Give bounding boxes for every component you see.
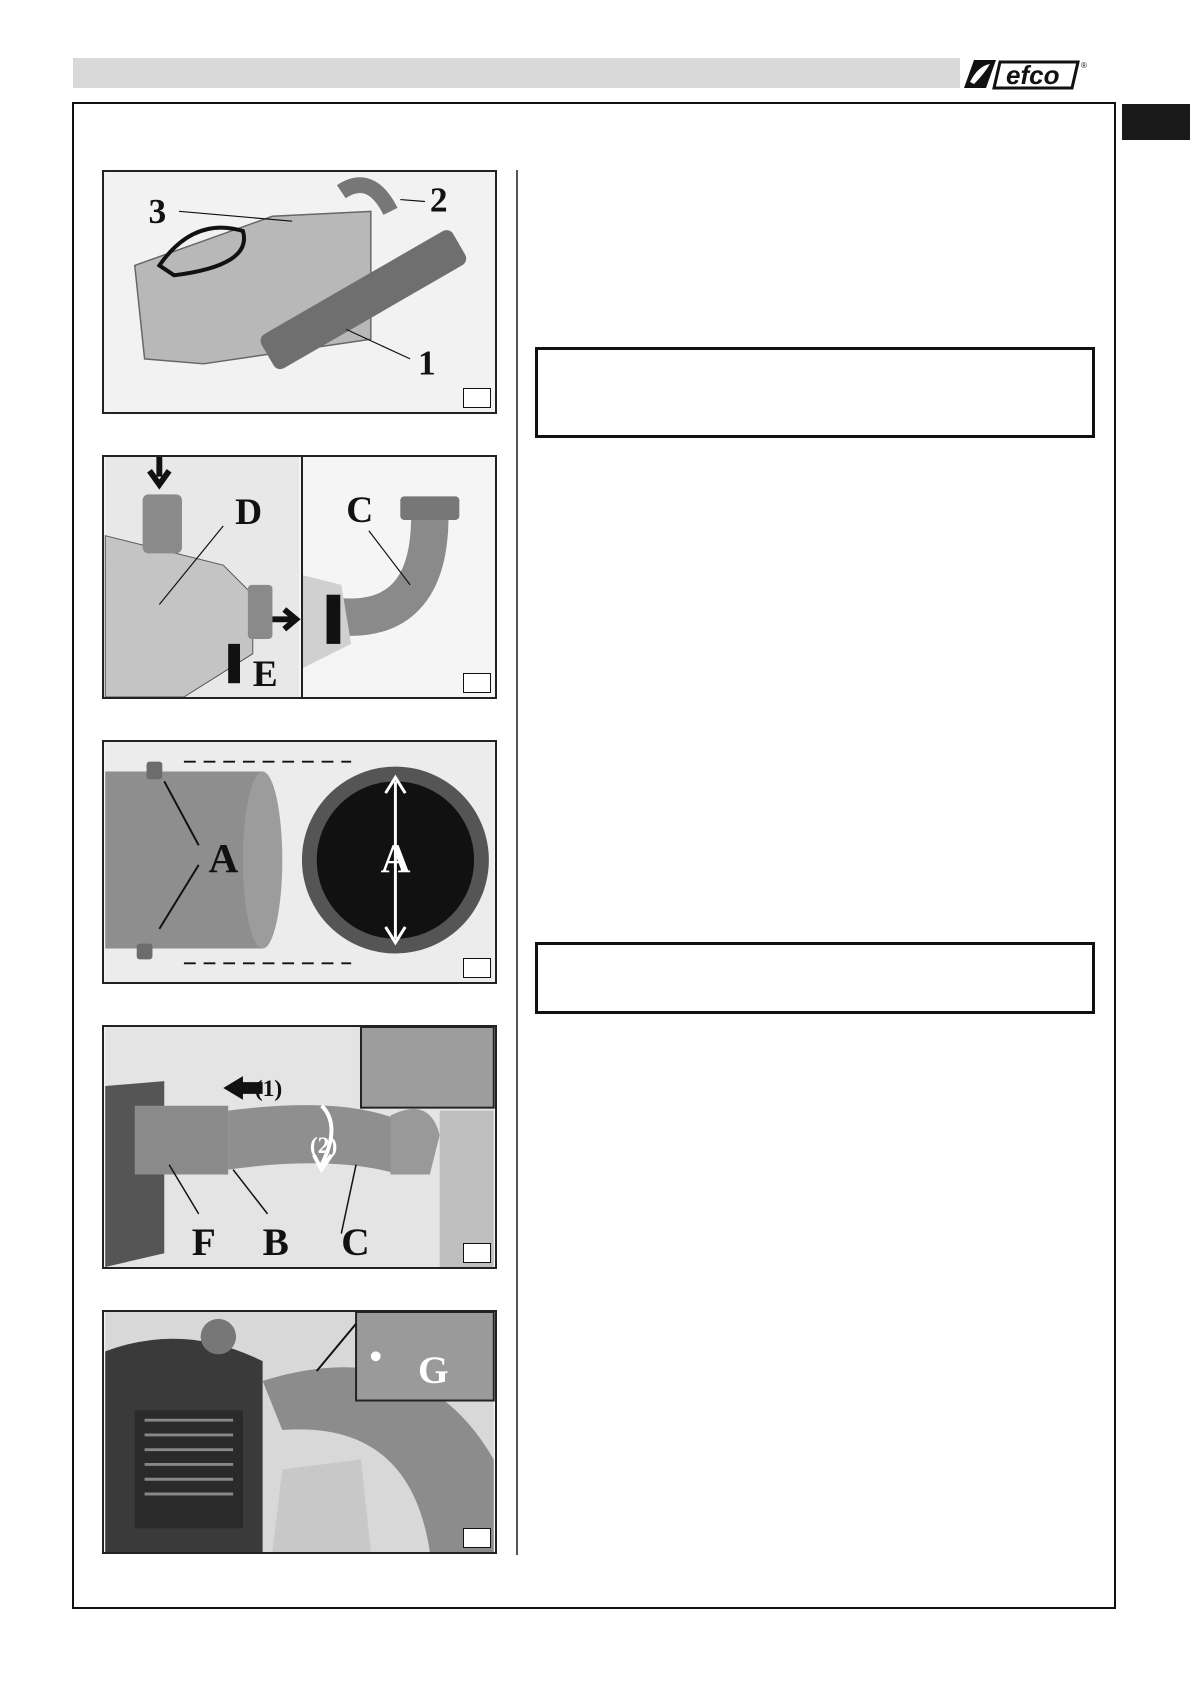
figure-3 bbox=[102, 740, 497, 984]
figure-label: 1 bbox=[418, 342, 436, 383]
figure-label: 2 bbox=[429, 179, 448, 220]
figure-label: F bbox=[191, 1220, 216, 1265]
header-bar bbox=[73, 58, 960, 88]
leaf-icon bbox=[964, 60, 996, 88]
figure-label: (1) bbox=[254, 1075, 283, 1102]
tube-inlet bbox=[143, 494, 182, 553]
brand-name: efco bbox=[1006, 60, 1060, 90]
figure-label: B bbox=[262, 1220, 289, 1265]
efco-logo bbox=[960, 52, 1120, 96]
figure-label: E bbox=[252, 654, 278, 696]
figure-label: A bbox=[208, 834, 239, 881]
figure-label: (2) bbox=[309, 1132, 338, 1159]
column-divider bbox=[516, 170, 518, 1555]
figure-number-box bbox=[463, 958, 491, 978]
figure-label: A bbox=[380, 834, 411, 881]
figure-1 bbox=[102, 170, 497, 414]
figure-number-box bbox=[463, 673, 491, 693]
collection-bag bbox=[272, 1460, 370, 1552]
figure-label: C bbox=[341, 1220, 370, 1265]
figure-number-box bbox=[463, 1243, 491, 1263]
section-tab bbox=[1122, 104, 1190, 140]
figure-label: G bbox=[418, 1347, 449, 1392]
figure-number-box bbox=[463, 388, 491, 408]
blower-outlet bbox=[135, 1106, 228, 1175]
figure-label: C bbox=[346, 489, 374, 531]
figure-split bbox=[301, 457, 303, 697]
figure-2 bbox=[102, 455, 497, 699]
registered-mark: ® bbox=[1081, 61, 1087, 70]
note-box-2 bbox=[535, 942, 1095, 1014]
detail-inset bbox=[361, 1027, 494, 1108]
figure-number-box bbox=[463, 1528, 491, 1548]
figure-5 bbox=[102, 1310, 497, 1554]
figure-4 bbox=[102, 1025, 497, 1269]
figure-label: D bbox=[235, 491, 263, 533]
note-box-1 bbox=[535, 347, 1095, 438]
figure-label: 3 bbox=[148, 191, 167, 232]
